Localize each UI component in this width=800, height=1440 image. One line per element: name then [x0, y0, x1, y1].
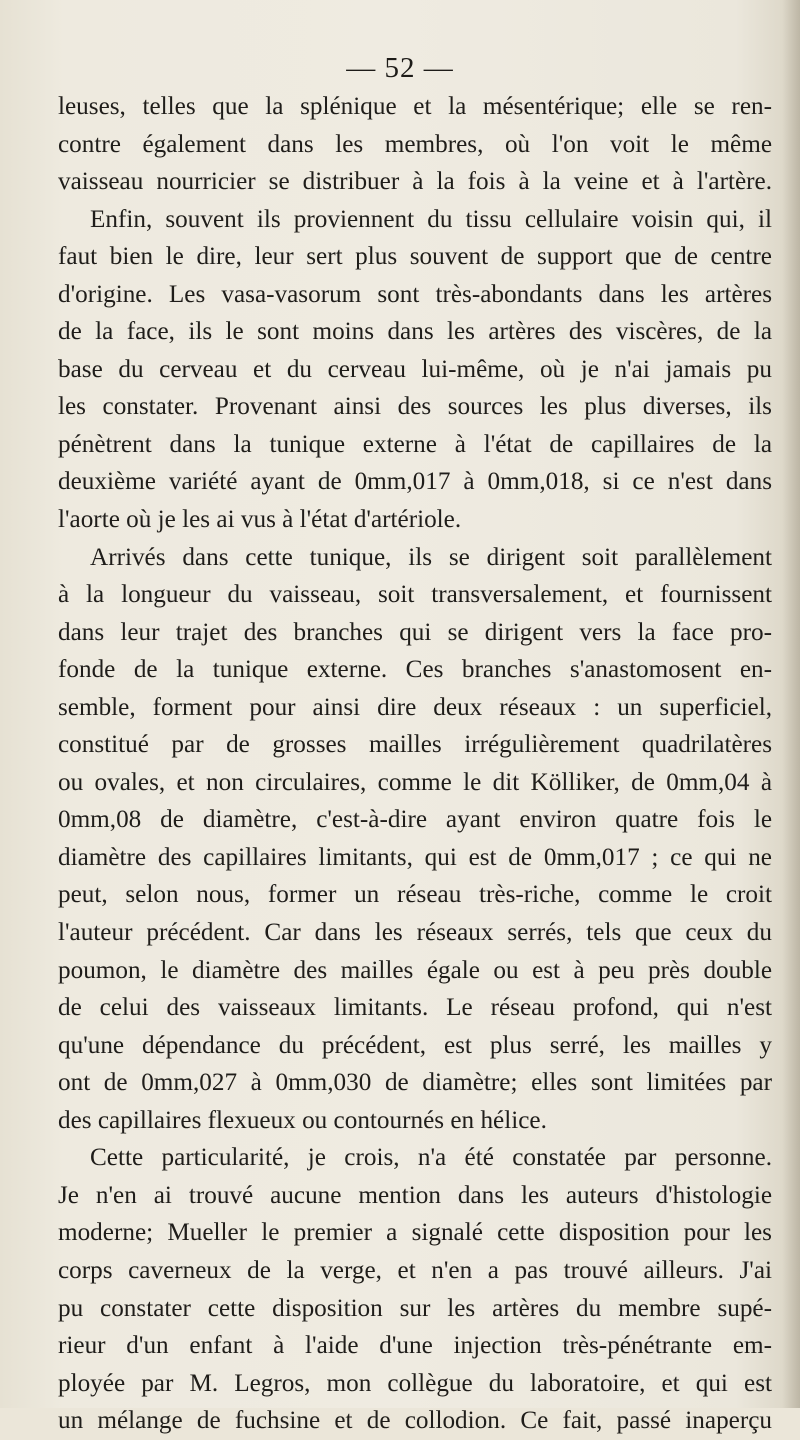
text-line: les constater. Provenant ainsi des sources les plus diverses, ils: [58, 393, 772, 421]
text-line: Arrivés dans cette tunique, ils se dirigent soit parallèlement: [90, 543, 772, 571]
text-line: l'auteur précédent. Car dans les réseaux serrés, tels que ceux du: [58, 919, 772, 947]
text-line: ployée par M. Legros, mon collègue du laboratoire, et qui est: [58, 1369, 772, 1397]
text-line: poumon, le diamètre des mailles égale ou est à peu près double: [58, 956, 772, 984]
text-line: qu'une dépendance du précédent, est plus serré, les mailles y: [58, 1031, 772, 1059]
text-line: vaisseau nourricier se distribuer à la fois à la veine et à l'artère.: [58, 168, 772, 196]
text-line: contre également dans les membres, où l'on voit le même: [58, 130, 772, 158]
page-number-header: — 52 —: [346, 52, 454, 84]
text-line: un mélange de fuchsine et de collodion. Ce fait, passé inaperçu: [58, 1407, 772, 1435]
text-line: leuses, telles que la splénique et la mésentérique; elle se ren-: [58, 93, 772, 120]
text-line: pénètrent dans la tunique externe à l'état de capillaires de la: [58, 430, 772, 458]
text-line: à la longueur du vaisseau, soit transversalement, et fournissent: [58, 581, 772, 609]
text-line: diamètre des capillaires limitants, qui est de 0mm,017 ; ce qui ne: [58, 843, 772, 871]
text-line: Je n'en ai trouvé aucune mention dans les auteurs d'histologie: [58, 1181, 772, 1209]
text-line: 0mm,08 de diamètre, c'est-à-dire ayant environ quatre fois le: [58, 806, 772, 834]
text-line: peut, selon nous, former un réseau très-riche, comme le croit: [58, 881, 772, 909]
text-line: dans leur trajet des branches qui se dirigent vers la face pro-: [58, 618, 772, 646]
text-line: de celui des vaisseaux limitants. Le réseau profond, qui n'est: [58, 994, 772, 1022]
page-edge-shadow: [782, 0, 800, 1408]
text-line: fonde de la tunique externe. Ces branches s'anastomosent en-: [58, 656, 772, 684]
text-line: moderne; Mueller le premier a signalé cette disposition pour les: [58, 1219, 772, 1247]
text-line: ont de 0mm,027 à 0mm,030 de diamètre; elles sont limitées par: [58, 1069, 772, 1097]
text-line: ou ovales, et non circulaires, comme le dit Kölliker, de 0mm,04 à: [58, 768, 772, 796]
text-line: base du cerveau et du cerveau lui-même, où je n'ai jamais pu: [58, 355, 772, 383]
text-line: constitué par de grosses mailles irrégulièrement quadrilatères: [58, 731, 772, 759]
text-line: faut bien le dire, leur sert plus souvent de support que de centre: [58, 243, 772, 271]
text-line: Cette particularité, je crois, n'a été constatée par personne.: [90, 1144, 772, 1172]
text-line: semble, forment pour ainsi dire deux réseaux : un superficiel,: [58, 693, 772, 721]
text-line: de la face, ils le sont moins dans les artères des viscères, de la: [58, 318, 772, 346]
text-line: des capillaires flexueux ou contournés en hélice.: [58, 1106, 547, 1134]
text-line: l'aorte où je les ai vus à l'état d'artériole.: [58, 506, 462, 534]
text-line: pu constater cette disposition sur les artères du membre supé-: [58, 1294, 772, 1322]
text-line: rieur d'un enfant à l'aide d'une injection très-pénétrante em-: [58, 1332, 772, 1360]
text-line: Enfin, souvent ils proviennent du tissu cellulaire voisin qui, il: [90, 205, 772, 233]
body-text: [58, 88, 772, 1440]
text-line: deuxième variété ayant de 0mm,017 à 0mm,018, si ce n'est dans: [58, 468, 772, 496]
text-line: corps caverneux de la verge, et n'en a pas trouvé ailleurs. J'ai: [58, 1256, 772, 1284]
text-line: d'origine. Les vasa-vasorum sont très-abondants dans les artères: [58, 280, 772, 308]
